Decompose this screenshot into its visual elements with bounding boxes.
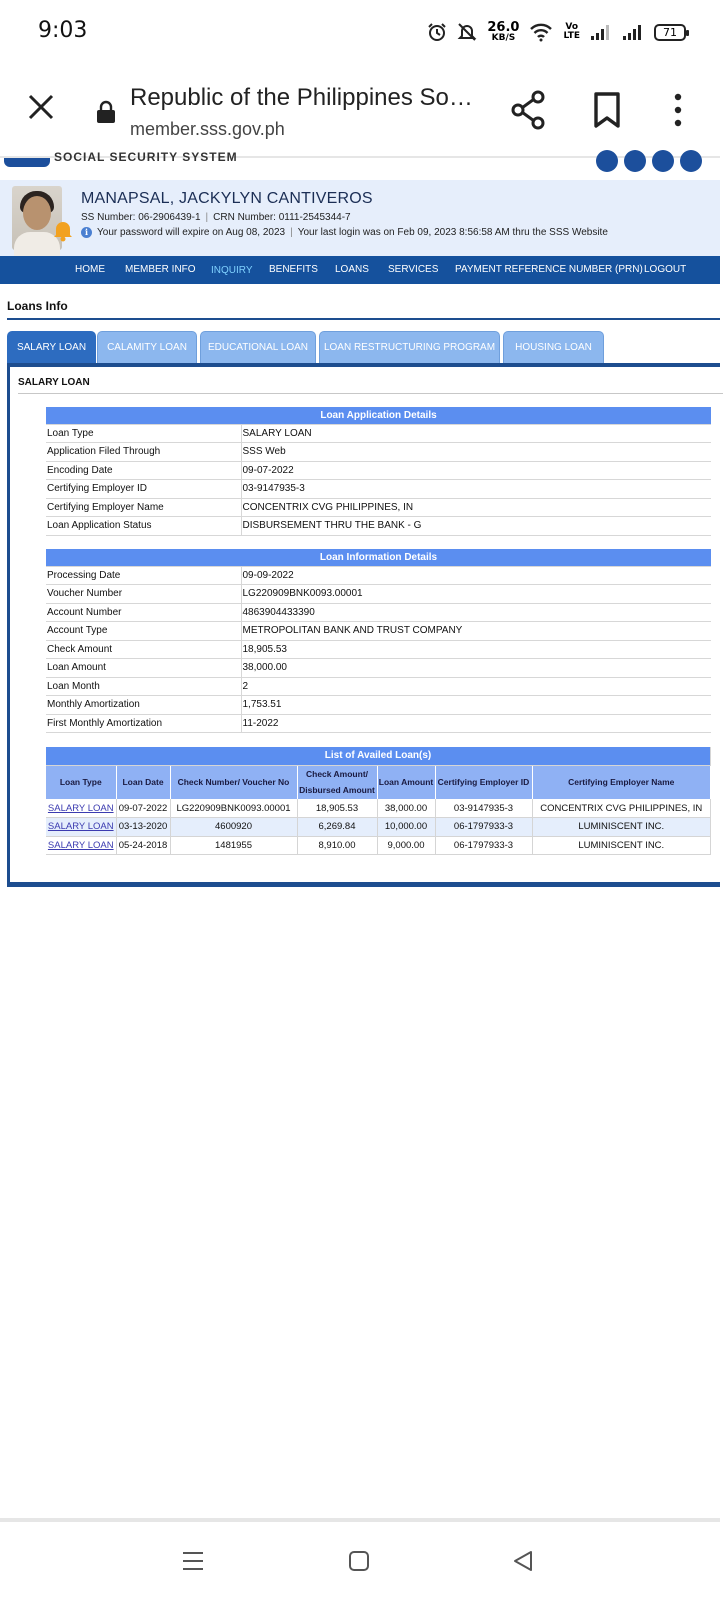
- twitter-icon[interactable]: [624, 150, 646, 172]
- employer-name: LUMINISCENT INC.: [532, 836, 711, 855]
- table-row: [46, 818, 711, 837]
- table-header: Loan Application Details: [46, 407, 711, 424]
- row-label: Loan Application Status: [46, 517, 241, 536]
- employer-id: 03-9147935-3: [435, 799, 532, 818]
- loan-type-link[interactable]: SALARY LOAN: [47, 802, 114, 814]
- info-icon: i: [81, 227, 92, 238]
- row-value: 11-2022: [241, 714, 711, 733]
- row-label: Monthly Amortization: [46, 696, 241, 715]
- table-header: List of Availed Loan(s): [46, 747, 711, 765]
- column-header: Check Amount/ Disbursed Amount: [297, 765, 377, 799]
- table-header: Loan Information Details: [46, 549, 711, 566]
- nav-member-info[interactable]: MEMBER INFO: [125, 264, 196, 275]
- row-label: Loan Month: [46, 677, 241, 696]
- row-value: 09-07-2022: [241, 461, 711, 480]
- row-label: Loan Amount: [46, 659, 241, 678]
- login-notice: [81, 227, 608, 238]
- table-row: [46, 677, 711, 696]
- loan-date: 09-07-2022: [116, 799, 170, 818]
- employer-name: CONCENTRIX CVG PHILIPPINES, IN: [532, 799, 711, 818]
- loan-application-details-table: [46, 407, 711, 536]
- row-label: Certifying Employer Name: [46, 498, 241, 517]
- share-icon[interactable]: [510, 90, 546, 130]
- nav-loans[interactable]: LOANS: [335, 264, 369, 275]
- salary-loan-panel: [7, 363, 720, 887]
- row-value: 03-9147935-3: [241, 480, 711, 499]
- lock-icon: [96, 100, 116, 124]
- loan-amount: 9,000.00: [377, 836, 435, 855]
- row-label: Voucher Number: [46, 585, 241, 604]
- row-value: 18,905.53: [241, 640, 711, 659]
- table-row: [46, 443, 711, 462]
- row-label: First Monthly Amortization: [46, 714, 241, 733]
- availed-loans-table: [46, 747, 711, 855]
- loan-type-link[interactable]: SALARY LOAN: [47, 821, 114, 833]
- nav-benefits[interactable]: BENEFITS: [269, 264, 318, 275]
- employer-id: 06-1797933-3: [435, 836, 532, 855]
- separator: |: [290, 227, 293, 238]
- loan-date: 05-24-2018: [116, 836, 170, 855]
- disbursed-amount: 8,910.00: [297, 836, 377, 855]
- section-title: Loans Info: [7, 299, 68, 313]
- loan-type-link[interactable]: SALARY LOAN: [47, 839, 114, 851]
- youtube-icon[interactable]: [680, 150, 702, 172]
- column-header: Loan Amount: [377, 765, 435, 799]
- table-row: [46, 622, 711, 641]
- page-title[interactable]: Republic of the Philippines So…: [130, 84, 473, 111]
- table-row: [46, 585, 711, 604]
- loan-information-details-table: [46, 549, 711, 733]
- table-row: [46, 424, 711, 443]
- wifi-icon: [529, 22, 553, 42]
- loan-amount: 38,000.00: [377, 799, 435, 818]
- page-url[interactable]: member.sss.gov.ph: [130, 119, 285, 139]
- disbursed-amount: 6,269.84: [297, 818, 377, 837]
- row-label: Account Number: [46, 603, 241, 622]
- more-options-icon[interactable]: [672, 92, 684, 128]
- divider: [18, 393, 723, 394]
- battery-indicator: 71: [654, 24, 686, 41]
- row-label: Processing Date: [46, 566, 241, 585]
- divider: [7, 318, 720, 320]
- voucher-no: LG220909BNK0093.00001: [170, 799, 297, 818]
- system-navigation-bar: [0, 1518, 720, 1600]
- recent-apps-icon[interactable]: [182, 1550, 204, 1572]
- table-row: [46, 799, 711, 818]
- row-value: CONCENTRIX CVG PHILIPPINES, IN: [241, 498, 711, 517]
- panel-title: SALARY LOAN: [18, 377, 90, 388]
- tab-housing-loan[interactable]: HOUSING LOAN: [503, 331, 604, 363]
- row-value: DISBURSEMENT THRU THE BANK - G: [241, 517, 711, 536]
- disbursed-amount: 18,905.53: [297, 799, 377, 818]
- table-row: [46, 566, 711, 585]
- bookmark-icon[interactable]: [592, 92, 622, 128]
- loan-amount: 10,000.00: [377, 818, 435, 837]
- row-label: Encoding Date: [46, 461, 241, 480]
- password-expiry-note: Your password will expire on Aug 08, 2023: [97, 227, 286, 238]
- nav-prn[interactable]: PAYMENT REFERENCE NUMBER (PRN): [455, 264, 643, 275]
- column-header: Certifying Employer Name: [532, 765, 711, 799]
- last-login-note: Your last login was on Feb 09, 2023 8:56:58 AM thru the SSS Website: [297, 227, 608, 238]
- back-icon[interactable]: [512, 1550, 534, 1572]
- crn-number: CRN Number: 0111-2545344-7: [213, 212, 351, 223]
- row-label: Loan Type: [46, 424, 241, 443]
- table-row: [46, 498, 711, 517]
- member-name: MANAPSAL, JACKYLYN CANTIVEROS: [81, 190, 373, 207]
- instagram-icon[interactable]: [652, 150, 674, 172]
- notification-bell-icon[interactable]: [52, 218, 74, 242]
- row-label: Account Type: [46, 622, 241, 641]
- loan-date: 03-13-2020: [116, 818, 170, 837]
- browser-toolbar: [0, 64, 720, 158]
- separator: |: [205, 212, 209, 223]
- site-logo-strip: [0, 150, 720, 180]
- table-row: [46, 640, 711, 659]
- ss-number: SS Number: 06-2906439-1: [81, 212, 201, 223]
- column-header: Loan Type: [46, 765, 116, 799]
- row-value: 38,000.00: [241, 659, 711, 678]
- table-row: [46, 517, 711, 536]
- row-label: Check Amount: [46, 640, 241, 659]
- facebook-icon[interactable]: [596, 150, 618, 172]
- tab-loan-restructuring[interactable]: LOAN RESTRUCTURING PROGRAM: [319, 331, 500, 363]
- column-header: Certifying Employer ID: [435, 765, 532, 799]
- row-value: 09-09-2022: [241, 566, 711, 585]
- nav-services[interactable]: SERVICES: [388, 264, 439, 275]
- main-nav: [0, 256, 720, 284]
- table-row: [46, 659, 711, 678]
- member-ids: [81, 212, 351, 223]
- signal-icon-2: [622, 23, 644, 41]
- network-speed-unit: KB/S: [491, 33, 516, 43]
- row-value: 2: [241, 677, 711, 696]
- row-value: 4863904433390: [241, 603, 711, 622]
- table-row: [46, 836, 711, 855]
- nav-logout[interactable]: LOGOUT: [644, 264, 687, 275]
- nav-inquiry[interactable]: INQUIRY: [211, 265, 253, 276]
- tab-educational-loan[interactable]: EDUCATIONAL LOAN: [200, 331, 316, 363]
- employer-name: LUMINISCENT INC.: [532, 818, 711, 837]
- network-speed-value: 26.0: [487, 20, 520, 35]
- mute-icon: [457, 22, 477, 42]
- volte-line-2: LTE: [563, 31, 580, 41]
- table-row: [46, 461, 711, 480]
- employer-id: 06-1797933-3: [435, 818, 532, 837]
- tab-salary-loan[interactable]: SALARY LOAN: [7, 331, 96, 363]
- tab-calamity-loan[interactable]: CALAMITY LOAN: [97, 331, 197, 363]
- row-value: SALARY LOAN: [241, 424, 711, 443]
- column-header: Loan Date: [116, 765, 170, 799]
- alarm-icon: [427, 22, 447, 42]
- member-header: [0, 180, 720, 256]
- network-speed: [487, 21, 519, 43]
- voucher-no: 4600920: [170, 818, 297, 837]
- volte-line-1: Vo: [565, 22, 579, 32]
- signal-icon-1: [590, 23, 612, 41]
- status-time: 9:03: [38, 18, 88, 43]
- site-logo-text: SOCIAL SECURITY SYSTEM: [54, 150, 238, 164]
- voucher-no: 1481955: [170, 836, 297, 855]
- table-row: [46, 696, 711, 715]
- table-row: [46, 480, 711, 499]
- table-row: [46, 603, 711, 622]
- nav-home[interactable]: HOME: [75, 264, 105, 275]
- volte-indicator: [563, 23, 580, 41]
- close-icon[interactable]: [26, 92, 56, 122]
- table-row: [46, 714, 711, 733]
- row-value: SSS Web: [241, 443, 711, 462]
- web-page: [0, 150, 720, 1518]
- column-header: Check Number/ Voucher No: [170, 765, 297, 799]
- row-value: METROPOLITAN BANK AND TRUST COMPANY: [241, 622, 711, 641]
- home-icon[interactable]: [348, 1550, 370, 1572]
- status-bar: [0, 0, 720, 64]
- status-icons: [427, 18, 686, 46]
- row-value: LG220909BNK0093.00001: [241, 585, 711, 604]
- sss-logo[interactable]: [4, 158, 50, 167]
- row-value: 1,753.51: [241, 696, 711, 715]
- row-label: Certifying Employer ID: [46, 480, 241, 499]
- row-label: Application Filed Through: [46, 443, 241, 462]
